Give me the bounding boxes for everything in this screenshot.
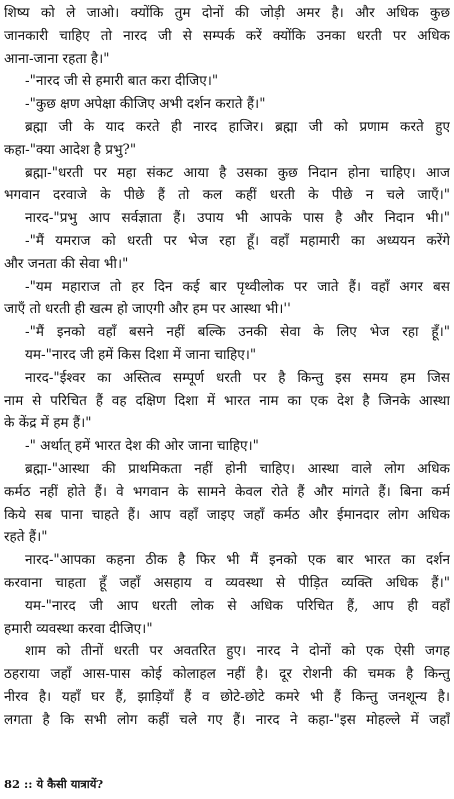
page-text-body [4, 2, 450, 732]
text-line: -"मैं यमराज को धरती पर भेज रहा हूँ। वहाँ महामारी का अध्ययन करेंगे [25, 232, 450, 249]
text-line: ठहराया जहाँ आस-पास कोई कोलाहल नहीं है। दूर रोशनी की चमक है किन्तु [4, 666, 450, 683]
text-line: कर्मठ नहीं होते हैं। वे भगवान के सामने केवल रोते हैं और मांगते हैं। बिना कर्म [4, 483, 450, 500]
text-line: करवाना चाहता हूँ जहाँ असहाय व व्यवस्था से पीड़ित व्यक्ति अधिक हैं।" [4, 574, 450, 591]
text-line: कहा-"क्या आदेश है प्रभु?" [4, 141, 137, 158]
text-line: नाम से परिचित हैं वह दक्षिण दिशा में भारत नाम का एक देश है जिनके आस्था [4, 392, 450, 409]
text-line: शाम को तीनों धरती पर अवतरित हुए। नारद ने दोनों को एक ऐसी जगह [25, 643, 450, 660]
text-line: -"मैं इनको वहाँ बसने नहीं बल्कि उनकी सेवा के लिए भेज रहा हूँ।" [25, 324, 450, 341]
text-line: के केंद्र में हम हैं।" [4, 415, 92, 432]
text-line: -"कुछ क्षण अपेक्षा कीजिए अभी दर्शन कराते हैं।" [25, 96, 266, 113]
text-line: लगता है कि सभी लोग कहीं चले गए हैं। नारद ने कहा-"इस मोहल्ले में जहाँ [4, 711, 450, 728]
text-line: -"नारद जी से हमारी बात करा दीजिए।" [25, 73, 219, 90]
text-line: ब्रह्मा-"आस्था की प्राथमिकता नहीं होनी चाहिए। आस्था वाले लोग अधिक [25, 460, 450, 477]
text-line: यम-"नारद जी आप धरती लोक से अधिक परिचित हैं, आप ही वहाँ [25, 597, 450, 614]
text-line: भगवान दरवाजे के पीछे हैं तो कल कहीं धरती के पीछे न चले जाएँ।" [4, 187, 450, 204]
text-line: रहते हैं।" [4, 529, 48, 546]
text-line: किये सब पाना चाहते हैं। आप वहाँ जाइए जहाँ कर्मठ और ईमानदार लोग अधिक [4, 506, 450, 523]
text-line: नारद-"ईश्वर का अस्तित्व सम्पूर्ण धरती पर है किन्तु इस समय हम जिस [25, 369, 450, 386]
text-line: हमारी व्यवस्था करवा दीजिए।" [4, 620, 153, 637]
text-line: जानकारी चाहिए तो नारद जी से सम्पर्क करें क्योंकि उनका धरती पर अधिक [4, 27, 450, 44]
text-line: -" अर्थात् हमें भारत देश की ओर जाना चाहिए।" [25, 438, 259, 455]
text-line: जाएँ तो धरती ही खत्म हो जाएगी और हम पर आस्था भी।'' [4, 301, 291, 318]
text-line: ब्रह्मा जी के याद करते ही नारद हाजिर। ब्रह्मा जी को प्रणाम करते हुए [25, 118, 450, 135]
text-line: नारद-"आपका कहना ठीक है फिर भी मैं इनको एक बार भारत का दर्शन [25, 552, 450, 569]
text-line: -"यम महाराज तो हर दिन कई बार पृथ्वीलोक पर जाते हैं। वहाँ अगर बस [25, 278, 450, 295]
page-footer: 82 :: ये कैसी यात्रायें? [4, 777, 104, 791]
text-line: आना-जाना रहता है।" [4, 50, 110, 67]
text-line: और जनता की सेवा भी।" [4, 255, 129, 272]
text-line: नीरव है। यहाँ घर हैं, झाड़ियाँ हैं व छोटे-छोटे कमरे भी हैं किन्तु जनशून्य है। [4, 688, 450, 705]
text-line: नारद-"प्रभु आप सर्वज्ञाता हैं। उपाय भी आपके पास है और निदान भी।" [25, 210, 450, 227]
text-line: यम-"नारद जी हमें किस दिशा में जाना चाहिए।" [25, 346, 257, 363]
text-line: शिष्य को ले जाओ। क्योंकि तुम दोनों की जोड़ी अमर है। और अधिक कुछ [4, 5, 450, 21]
text-line: ब्रह्मा-"धरती पर महा संकट आया है उसका कुछ निदान होना चाहिए। आज [25, 164, 450, 181]
